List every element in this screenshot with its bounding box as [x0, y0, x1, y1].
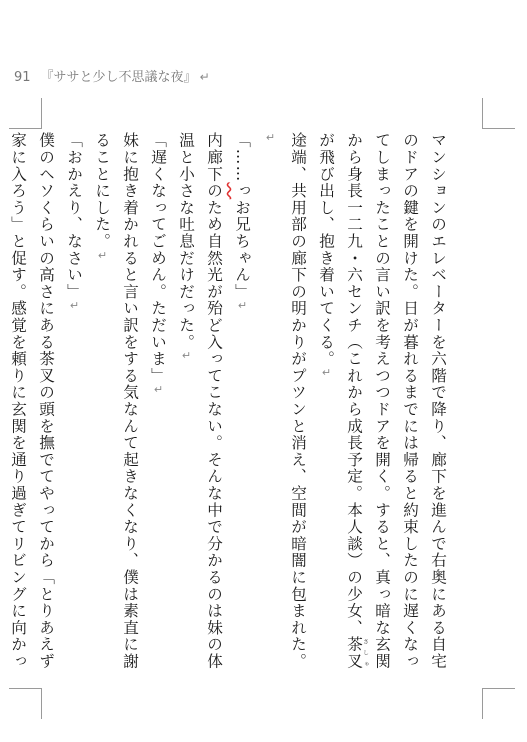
paragraph-mark-icon: ↵: [69, 300, 80, 311]
paragraph: [228, 132, 256, 678]
paragraph-text: 途端、共用部の廊下の明かりがプツンと消え、空間が暗闇に包まれた。: [289, 132, 307, 670]
paragraph-text: お兄ちゃん」: [233, 199, 251, 301]
crop-mark-top-right: [482, 98, 515, 129]
crop-mark-top-left: [9, 98, 42, 129]
spelling-error-mark[interactable]: っ: [233, 182, 251, 200]
return-mark-icon: ↵: [199, 70, 210, 84]
paragraph-text: 「おかえり、なさい」: [65, 132, 83, 300]
page-number: 91: [14, 70, 31, 85]
body-text[interactable]: [9, 132, 452, 678]
paragraph-text: 僕のヘソくらいの高さにある茶叉の頭を撫でてやってから「とりあえず家に入ろう」と促す。感覚を頼りに玄関を通り過ぎてリビングに向かっ: [9, 132, 55, 670]
paragraph: [172, 132, 228, 678]
paragraph-mark-icon: ↵: [265, 132, 276, 143]
ruby-base: 茶叉: [345, 636, 363, 670]
header-title: 『ササと少し不思議な夜』: [40, 70, 197, 85]
paragraph: [88, 132, 144, 678]
paragraph-mark-icon: ↵: [181, 350, 192, 362]
paragraph: [144, 132, 172, 678]
crop-mark-bottom-right: [482, 688, 515, 719]
page-header: [14, 66, 210, 85]
paragraph-mark-icon: ↵: [97, 249, 108, 261]
paragraph-text: 「……: [233, 132, 251, 183]
paragraph-mark-icon: ↵: [321, 367, 332, 379]
paragraph-text: マンションのエレベーターを六階で降り、廊下を進んで右奥にある自宅のドアの鍵を開けた。日が暮れるまでには帰ると約束したのに遅くなってしまったことの言い訳を考えつつドアを開く。すると、真っ暗な玄関から身長一二九・六センチ（これから成長予定。本人談）の少女、: [345, 132, 447, 670]
paragraph: [256, 132, 312, 678]
crop-mark-bottom-left: [9, 688, 42, 719]
paragraph-mark-icon: ↵: [237, 300, 248, 312]
paragraph: [60, 132, 88, 678]
paragraph-mark-icon: ↵: [153, 384, 164, 395]
paragraph-text: 内廊下のため自然光が殆ど入ってこない。そんな中で分かるのは妹の体温と小さな吐息だけだった。: [177, 132, 223, 670]
paragraph-text: が飛び出し、抱き着いてくる。: [317, 132, 335, 368]
paragraph: [312, 132, 452, 678]
paragraph: [0, 132, 60, 678]
paragraph-text: 妹に抱き着かれると言い訳をする気なんて起きなくなり、僕は素直に謝ることにした。: [93, 132, 139, 670]
paragraph-text: 「遅くなってごめん。ただいま」: [149, 132, 167, 384]
ruby-text: さしゃ: [361, 636, 369, 670]
ruby-annotation: [345, 636, 369, 670]
